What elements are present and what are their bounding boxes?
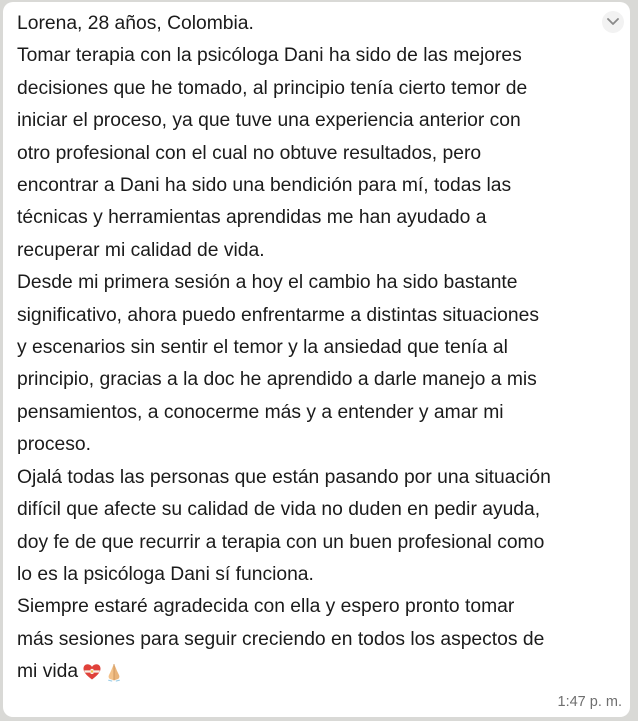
chevron-down-icon bbox=[607, 18, 619, 26]
message-bubble[interactable] bbox=[3, 2, 630, 717]
message-line: principio, gracias a la doc he aprendido a darle manejo a mis bbox=[17, 369, 537, 391]
message-line: decisiones que he tomado, al principio tenía cierto temor de bbox=[17, 77, 528, 99]
message-line: pensamientos, a conocerme más y a entender y amar mi bbox=[17, 401, 504, 423]
message-text bbox=[17, 8, 622, 689]
message-line: técnicas y herramientas aprendidas me han ayudado a bbox=[17, 207, 487, 229]
message-menu-button[interactable] bbox=[602, 11, 624, 33]
heart-with-ribbon-icon bbox=[82, 662, 102, 682]
message-line: y escenarios sin sentir el temor y la ansiedad que tenía al bbox=[17, 337, 508, 359]
message-line: significativo, ahora puedo enfrentarme a distintas situaciones bbox=[17, 304, 539, 326]
message-line: recuperar mi calidad de vida. bbox=[17, 239, 265, 261]
message-line-last bbox=[17, 656, 622, 688]
message-line: Lorena, 28 años, Colombia. bbox=[17, 13, 254, 34]
message-line: más sesiones para seguir creciendo en todos los aspectos de bbox=[17, 628, 545, 650]
message-line: proceso. bbox=[17, 434, 91, 456]
message-line: difícil que afecte su calidad de vida no duden en pedir ayuda, bbox=[17, 499, 541, 521]
folded-hands-icon bbox=[104, 662, 124, 682]
message-line: encontrar a Dani ha sido una bendición para mí, todas las bbox=[17, 175, 512, 197]
message-line: iniciar el proceso, ya que tuve una experiencia anterior con bbox=[17, 110, 521, 132]
message-line: doy fe de que recurrir a terapia con un buen profesional como bbox=[17, 531, 545, 553]
message-line: lo es la psicóloga Dani sí funciona. bbox=[17, 563, 314, 585]
message-last-text: mi vida bbox=[17, 661, 79, 683]
message-line: Ojalá todas las personas que están pasando por una situación bbox=[17, 466, 551, 488]
message-line: Desde mi primera sesión a hoy el cambio ha sido bastante bbox=[17, 272, 518, 294]
message-line: Siempre estaré agradecida con ella y espero pronto tomar bbox=[17, 596, 515, 618]
emoji-group bbox=[82, 662, 126, 682]
message-timestamp: 1:47 p. m. bbox=[557, 694, 622, 710]
message-line: otro profesional con el cual no obtuve resultados, pero bbox=[17, 142, 482, 164]
message-line: Tomar terapia con la psicóloga Dani ha sido de las mejores bbox=[17, 45, 522, 67]
